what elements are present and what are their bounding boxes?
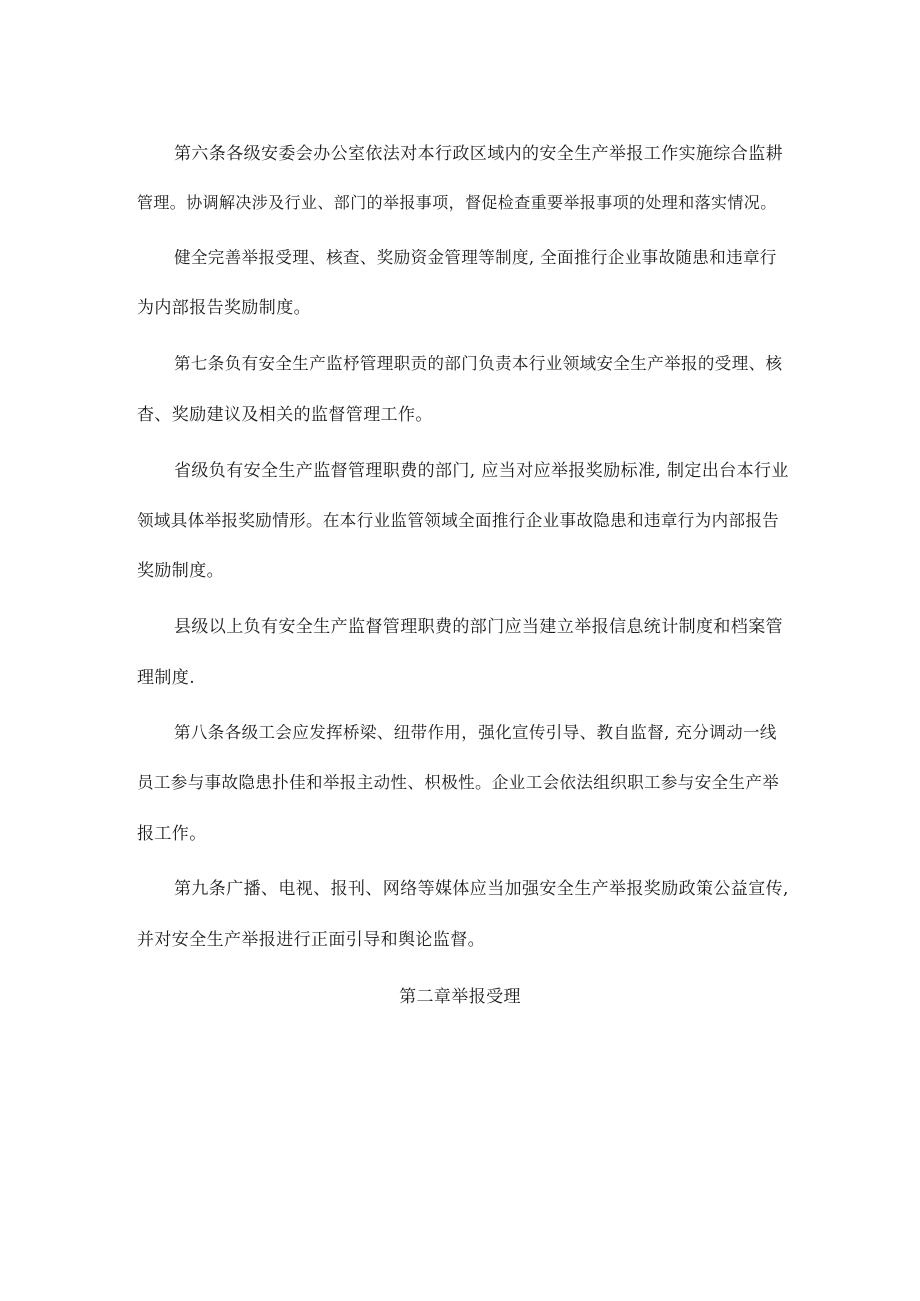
paragraph-4-line-1: 省级负有安全生产监督管理职费的部门, 应当对应举报奖励标准, 制定出台本行业 [174, 461, 789, 481]
paragraph-7-line-2: 并对安全生产举报进行正面引导和舆论监督。 [137, 930, 485, 950]
paragraph-3-line-2: 杳、奖励建议及相关的监督管理工作。 [137, 405, 433, 425]
paragraph-6-line-3: 报工作。 [137, 824, 207, 844]
paragraph-4-line-3: 奖励制度。 [137, 561, 224, 581]
paragraph-1-line-1: 第六条各级安委会办公室依法对本行政区域内的安全生产举报工作实施综合监耕 [174, 144, 783, 164]
paragraph-4-line-2: 领域具体举报奖励情形。在本行业监管领域全面推行企业事故隐患和违章行为内部报告 [137, 511, 780, 530]
paragraph-1-line-2: 管理。协调解决涉及行业、部门的举报事项，督促检查重要举报事项的处理和落实情况。 [137, 193, 777, 212]
paragraph-2-line-1: 健全完善举报受理、核查、奖励资金管理等制度, 全面推行企业事故随患和违章行 [174, 248, 777, 267]
paragraph-2-line-2: 为内部报告奖励制度。 [137, 298, 311, 318]
paragraph-5-line-1: 县级以上负有安全生产监督管理职费的部门应当建立举报信息统计制度和档案管 [174, 617, 783, 637]
paragraph-7-line-1: 第九条广播、电视、报刊、网络等媒体应当加强安全生产举报奖励政策公益宣传, [174, 879, 789, 899]
paragraph-5-line-2: 理制度. [137, 668, 196, 688]
paragraph-3-line-1: 第七条负有安全生产监杼管理职贡的部门负责本行业领域安全生产举报的受理、核 [174, 354, 783, 373]
paragraph-6-line-2: 员工参与事故隐患扑佳和举报主动性、枳极性。企业工会依法组织职工参与安全生产举 [137, 773, 780, 792]
chapter-heading: 第二章举报受理 [399, 987, 521, 1007]
paragraph-6-line-1: 第八条各级工会应发挥桥梁、纽带作用，强化宣传引导、教自监督, 充分调动一线 [174, 723, 777, 742]
